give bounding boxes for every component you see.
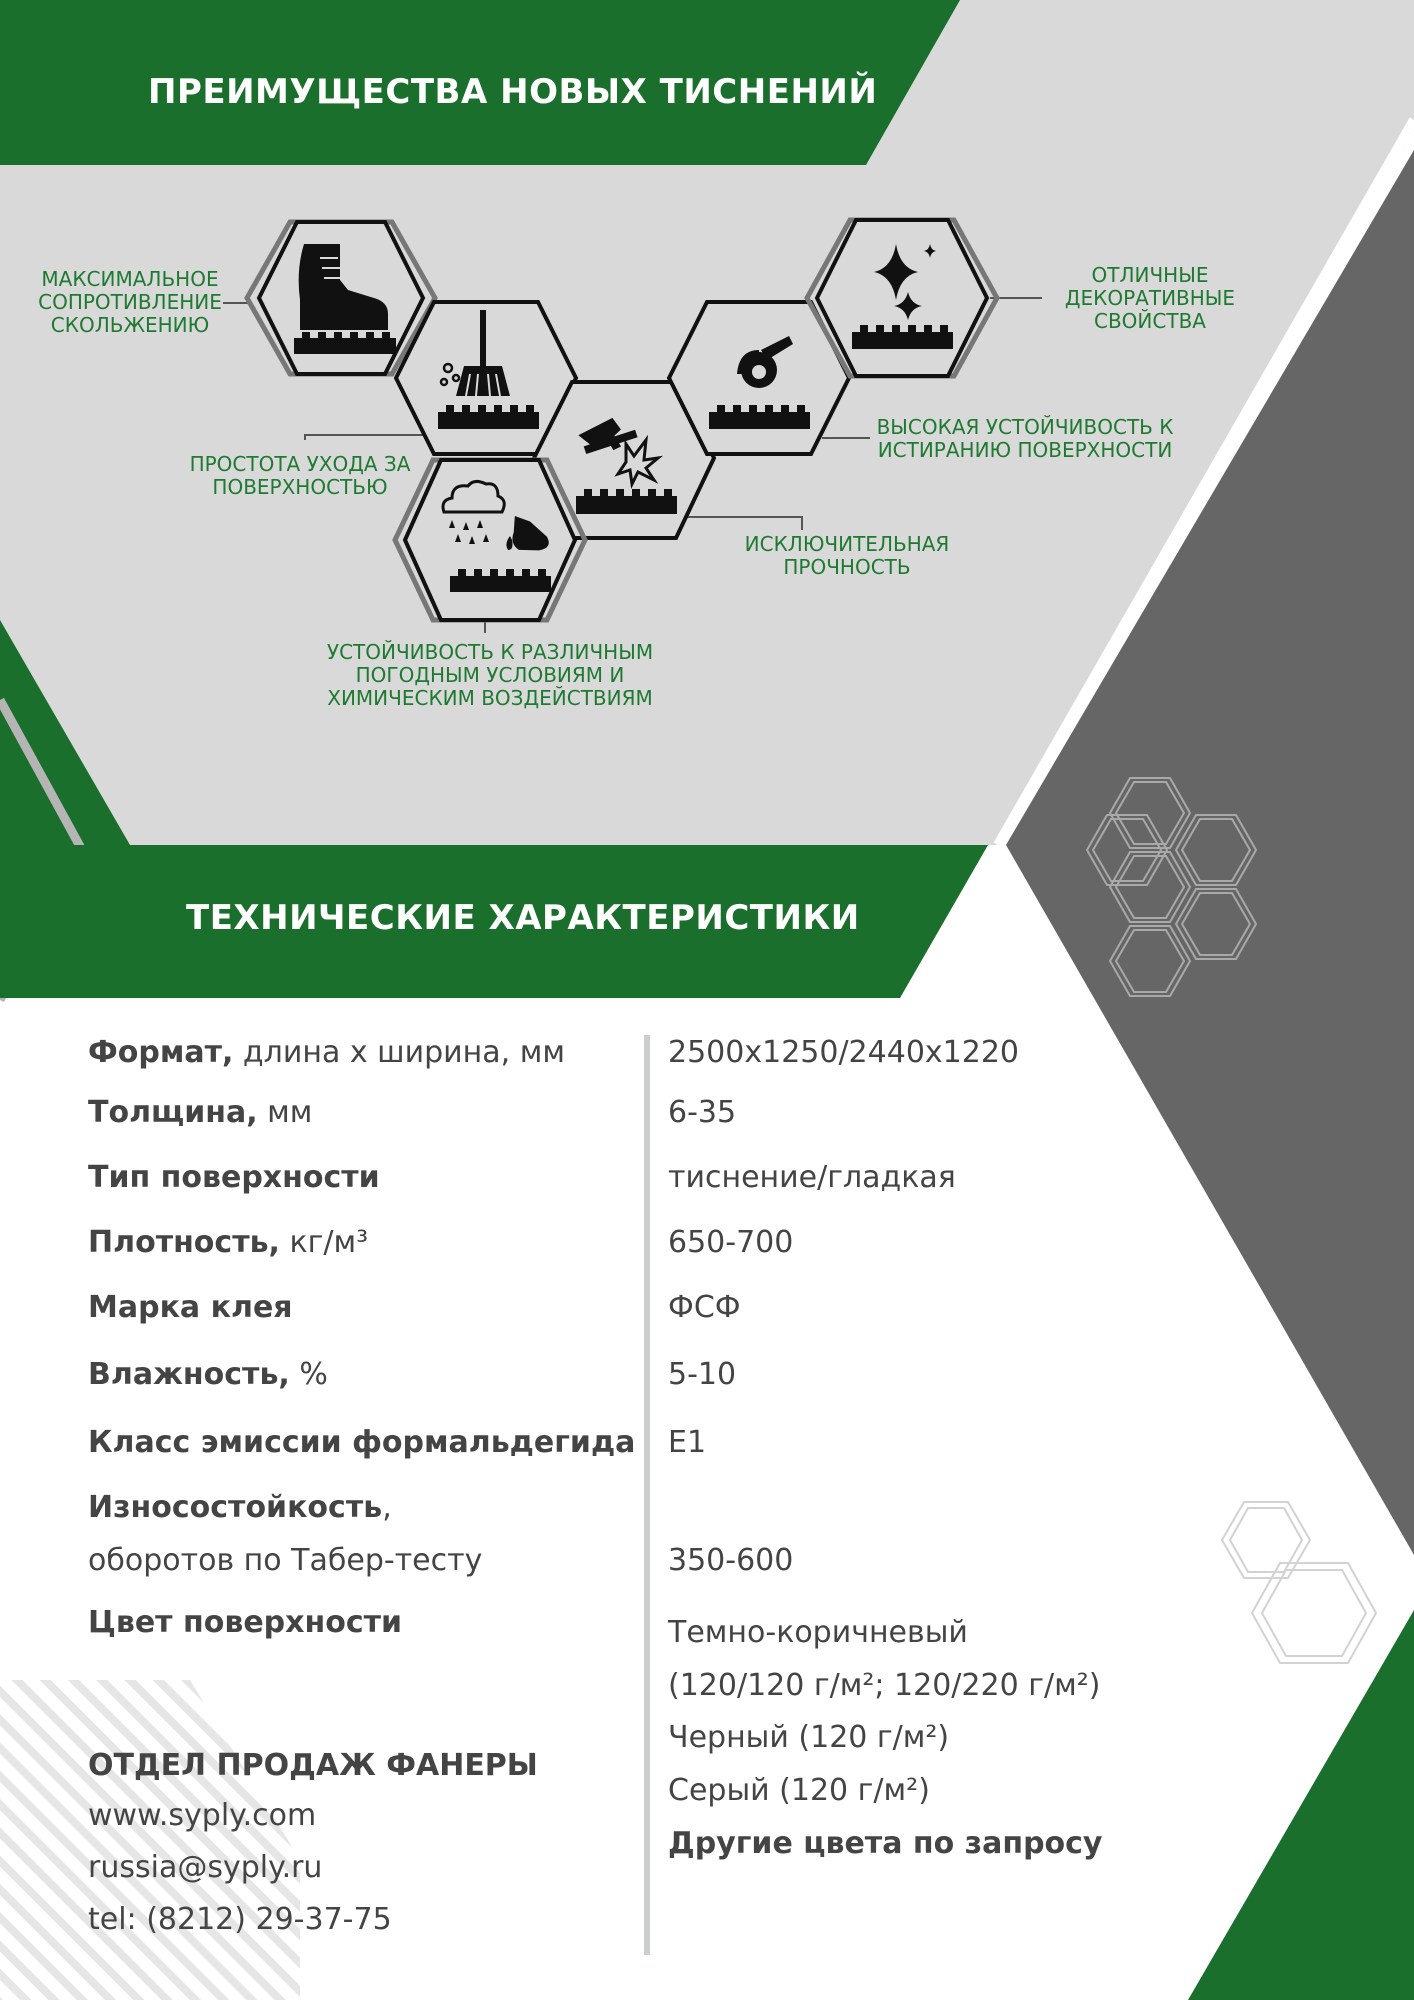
spec-label-emission bbox=[88, 1425, 635, 1460]
spec-label-wear-rest: , bbox=[382, 1490, 392, 1525]
spec-value-format: 2500x1250/2440x1220 bbox=[668, 1035, 1020, 1070]
spec-label-format bbox=[88, 1035, 565, 1070]
feature-strength-line1: ИСКЛЮЧИТЕЛЬНАЯ bbox=[744, 532, 950, 556]
spec-value-color-3: Черный (120 г/м²) bbox=[668, 1720, 950, 1755]
sales-department-title: ОТДЕЛ ПРОДАЖ ФАНЕРЫ bbox=[88, 1748, 538, 1783]
decorative-hexagons-lower bbox=[1222, 1502, 1376, 1663]
feature-strength bbox=[722, 533, 972, 579]
spec-label-color bbox=[88, 1605, 402, 1640]
spec-label-color-bold: Цвет поверхности bbox=[88, 1605, 403, 1640]
feature-decorative-line3: СВОЙСТВА bbox=[1094, 309, 1206, 333]
advantages-heading: ПРЕИМУЩЕСТВА НОВЫХ ТИСНЕНИЙ bbox=[148, 72, 878, 112]
feature-decorative-line1: ОТЛИЧНЫЕ bbox=[1091, 263, 1209, 287]
hammer-icon bbox=[574, 410, 679, 515]
feature-slip-line1: МАКСИМАЛЬНОЕ bbox=[41, 267, 219, 291]
spec-label-glue-bold: Марка клея bbox=[88, 1290, 293, 1325]
sales-department-heading bbox=[88, 1748, 538, 1783]
spec-value-color-other bbox=[668, 1826, 1103, 1861]
boot-icon bbox=[290, 240, 400, 355]
feature-care-line2: ПОВЕРХНОСТЬЮ bbox=[212, 475, 388, 499]
spec-label-thickness bbox=[88, 1095, 312, 1130]
feature-abrasion-line2: ИСТИРАНИЮ ПОВЕРХНОСТИ bbox=[877, 438, 1173, 462]
feature-slip-resistance bbox=[20, 268, 240, 337]
spec-value-color-2: (120/120 г/м²; 120/220 г/м²) bbox=[668, 1668, 1101, 1703]
feature-slip-line3: СКОЛЬЖЕНИЮ bbox=[50, 313, 210, 337]
spec-label-format-bold: Формат, bbox=[88, 1035, 234, 1070]
grinder-icon bbox=[707, 330, 812, 430]
feature-weather-resistance bbox=[315, 641, 665, 710]
spec-label-thickness-bold: Толщина, bbox=[88, 1095, 258, 1130]
email-link[interactable]: russia@syply.ru bbox=[88, 1850, 323, 1885]
spec-label-glue bbox=[88, 1290, 293, 1325]
spec-label-humidity-rest: % bbox=[289, 1357, 328, 1392]
feature-abrasion-resistance bbox=[865, 416, 1185, 462]
spec-label-wear bbox=[88, 1490, 392, 1525]
rain-chemical-icon bbox=[438, 478, 563, 593]
phone-number[interactable]: tel: (8212) 29-37-75 bbox=[88, 1902, 392, 1937]
spec-label-humidity-bold: Влажность, bbox=[88, 1357, 290, 1392]
spec-value-color-1: Темно-коричневый bbox=[668, 1615, 968, 1650]
broom-icon bbox=[436, 308, 541, 430]
feature-weather-line2: ПОГОДНЫМ УСЛОВИЯМ И bbox=[355, 663, 625, 687]
specs-heading: ТЕХНИЧЕСКИЕ ХАРАКТЕРИСТИКИ bbox=[186, 898, 860, 938]
spec-label-surface-type-bold: Тип поверхности bbox=[88, 1160, 380, 1195]
feature-weather-line1: УСТОЙЧИВОСТЬ К РАЗЛИЧНЫМ bbox=[326, 640, 654, 664]
spec-value-color-other-bold: Другие цвета по запросу bbox=[668, 1826, 1103, 1861]
feature-easy-care bbox=[170, 453, 430, 499]
feature-decorative-line2: ДЕКОРАТИВНЫЕ bbox=[1064, 286, 1236, 310]
spec-value-color-4: Серый (120 г/м²) bbox=[668, 1773, 930, 1808]
spec-value-density: 650-700 bbox=[668, 1225, 794, 1260]
spec-label-density-rest: кг/м³ bbox=[279, 1225, 369, 1260]
spec-value-surface-type: тиснение/гладкая bbox=[668, 1160, 956, 1195]
spec-value-glue: ФСФ bbox=[668, 1290, 741, 1325]
spec-label-density bbox=[88, 1225, 368, 1260]
spec-label-humidity bbox=[88, 1357, 328, 1392]
spec-label-surface-type bbox=[88, 1160, 380, 1195]
sparkle-icon bbox=[850, 240, 955, 350]
spec-label-emission-bold: Класс эмиссии формальдегида bbox=[88, 1425, 636, 1460]
feature-strength-line2: ПРОЧНОСТЬ bbox=[783, 555, 911, 579]
bottom-green-triangle bbox=[1188, 1610, 1414, 2000]
table-divider bbox=[644, 1035, 650, 1955]
spec-label-density-bold: Плотность, bbox=[88, 1225, 280, 1260]
feature-abrasion-line1: ВЫСОКАЯ УСТОЙЧИВОСТЬ К bbox=[876, 415, 1174, 439]
spec-value-emission: E1 bbox=[668, 1425, 707, 1460]
striped-corner bbox=[0, 1680, 300, 2000]
feature-care-line1: ПРОСТОТА УХОДА ЗА bbox=[189, 452, 411, 476]
spec-value-wear: 350-600 bbox=[668, 1543, 794, 1578]
feature-slip-line2: СОПРОТИВЛЕНИЕ bbox=[38, 290, 222, 314]
spec-label-wear-line2: оборотов по Табер-тесту bbox=[88, 1543, 483, 1578]
feature-decorative bbox=[1040, 264, 1260, 333]
spec-value-humidity: 5-10 bbox=[668, 1357, 737, 1392]
website-link[interactable]: www.syply.com bbox=[88, 1798, 317, 1833]
spec-value-thickness: 6-35 bbox=[668, 1095, 737, 1130]
spec-label-thickness-rest: мм bbox=[257, 1095, 313, 1130]
feature-weather-line3: ХИМИЧЕСКИМ ВОЗДЕЙСТВИЯМ bbox=[327, 686, 653, 710]
spec-label-format-rest: длина x ширина, мм bbox=[233, 1035, 565, 1070]
spec-label-wear-bold: Износостойкость bbox=[88, 1490, 383, 1525]
